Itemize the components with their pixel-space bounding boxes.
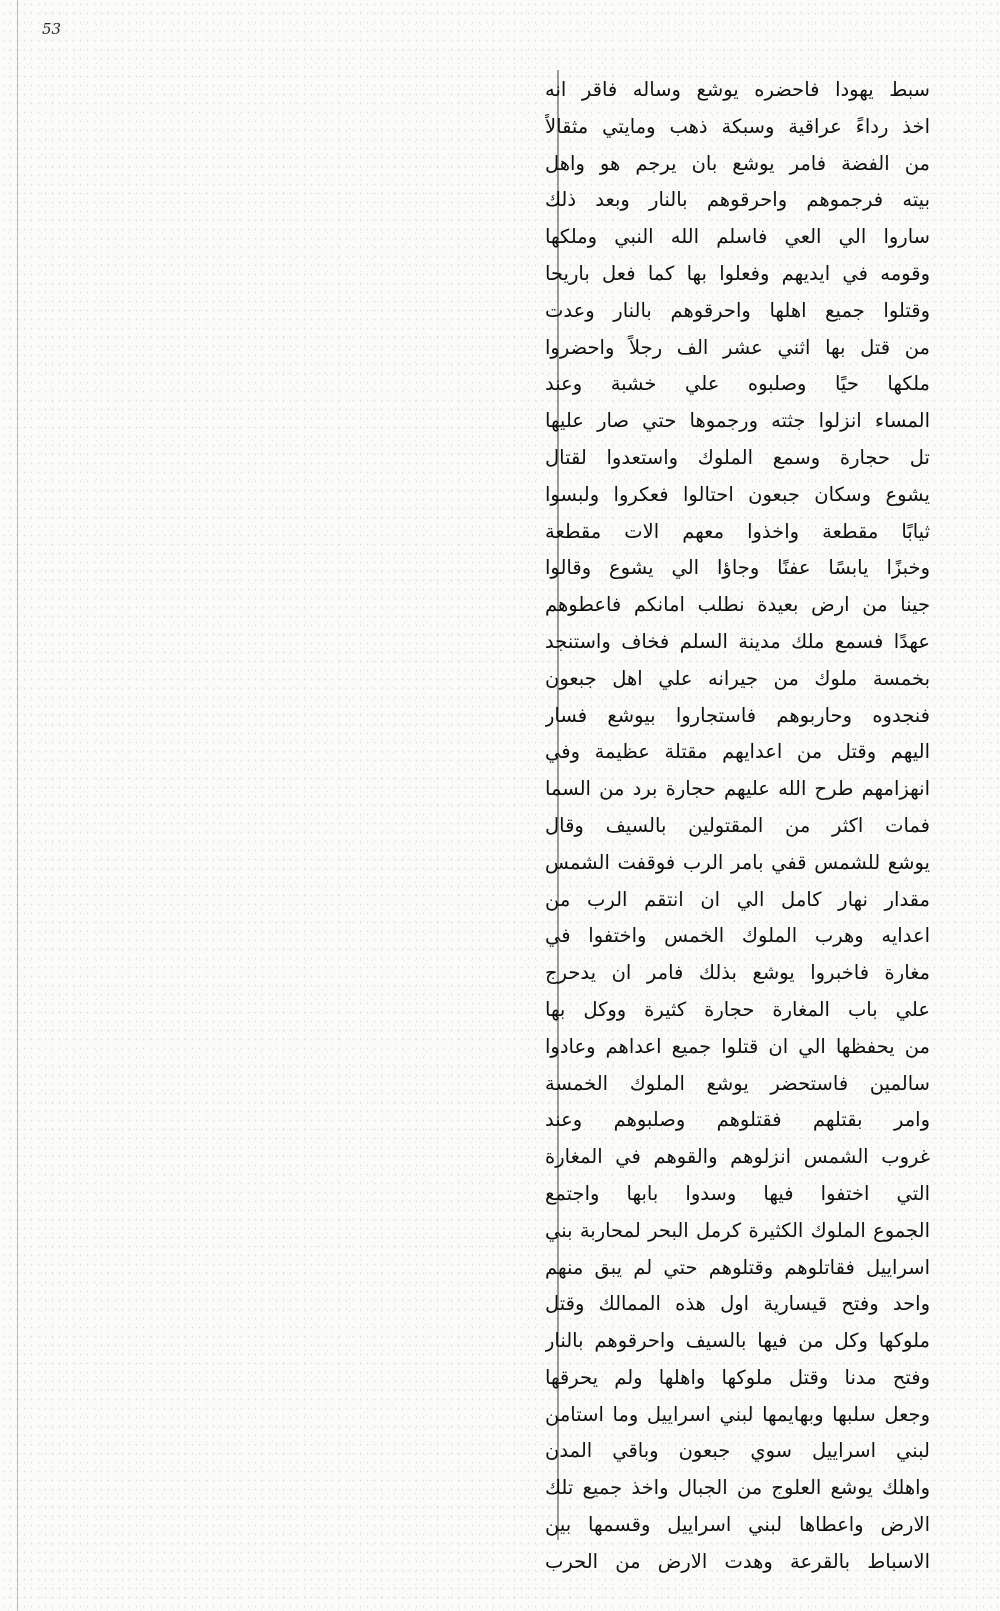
manuscript-line: انهزامهم طرح الله عليهم حجارة برد من السما [545,777,930,801]
manuscript-line: ساروا الي العي فاسلم الله النبي وملكها [545,225,930,249]
manuscript-line: اسراييل فقاتلوهم وقتلوهم حتي لم يبق منهم [545,1255,930,1279]
manuscript-line: اليهم وقتل من اعدايهم مقتلة عظيمة وفي [545,740,930,764]
manuscript-line: غروب الشمس انزلوهم والقوهم في المغارة [545,1145,930,1169]
manuscript-line: سبط يهودا فاحضره يوشع وساله فاقر انه [545,78,930,101]
manuscript-line: واحد وفتح قيسارية اول هذه الممالك وقتل [545,1292,930,1316]
manuscript-line: مغارة فاخبروا يوشع بذلك فامر ان يدحرج [545,961,930,985]
manuscript-line: اخذ رداءً عراقية وسبكة ذهب ومايتي مثقالاً [545,114,930,138]
manuscript-line: بيته فرجموهم واحرقوهم بالنار وبعد ذلك [545,188,930,212]
left-margin-rule [17,0,18,1611]
manuscript-line: مقدار نهار كامل الي ان انتقم الرب من [545,887,930,911]
manuscript-line: الارض واعطاها لبني اسراييل وقسمها بين [545,1513,930,1537]
handwritten-text-block [545,72,930,1573]
manuscript-line: ملوكها وكل من فيها بالسيف واحرقوهم بالنار [545,1329,930,1353]
folio-number: 53 [42,20,62,38]
manuscript-line: الجموع الملوك الكثيرة كرمل البحر لمحاربة بني [545,1218,930,1242]
manuscript-line: واهلك يوشع العلوج من الجبال واخذ جميع تلك [545,1476,930,1500]
manuscript-line: من قتل بها اثني عشر الف رجلاً واحضروا [545,335,930,359]
manuscript-line: يشوع وسكان جبعون احتالوا فعكروا ولبسوا [545,482,930,506]
manuscript-line: التي اختفوا فيها وسدوا بابها واجتمع [545,1181,930,1205]
manuscript-line: وجعل سلبها وبهايمها لبني اسراييل وما استامن [545,1402,930,1426]
manuscript-line: ملكها حيًا وصلبوه علي خشبة وعند [545,372,930,396]
manuscript-line: تل حجارة وسمع الملوك واستعدوا لقتال [545,445,930,469]
manuscript-line: علي باب المغارة حجارة كثيرة ووكل بها [545,997,930,1021]
manuscript-line: فمات اكثر من المقتولين بالسيف وقال [545,813,930,837]
manuscript-line: عهدًا فسمع ملك مدينة السلم فخاف واستنجد [545,629,930,653]
manuscript-line: وخبزًا يابسًا عفنًا وجاؤا الي يشوع وقالوا [545,556,930,580]
manuscript-line: المساء انزلوا جثته ورجموها حتي صار عليها [545,409,930,433]
manuscript-line: يوشع للشمس قفي بامر الرب فوقفت الشمس [545,850,930,874]
manuscript-line: الاسباط بالقرعة وهدت الارض من الحرب [545,1549,930,1573]
manuscript-line: وقومه في ايديهم وفعلوا بها كما فعل باريحا [545,261,930,285]
manuscript-line: لبني اسراييل سوي جبعون وباقي المدن [545,1439,930,1463]
manuscript-line: اعدايه وهرب الملوك الخمس واختفوا في [545,924,930,948]
manuscript-line: بخمسة ملوك من جيرانه علي اهل جبعون [545,666,930,690]
manuscript-line: من الفضة فامر يوشع بان يرجم هو واهل [545,151,930,175]
manuscript-line: ثيابًا مقطعة واخذوا معهم الات مقطعة [545,519,930,543]
manuscript-line: جينا من ارض بعيدة نطلب امانكم فاعطوهم [545,593,930,617]
manuscript-line: وفتح مدنا وقتل ملوكها واهلها ولم يحرقها [545,1365,930,1389]
manuscript-line: وامر بقتلهم فقتلوهم وصلبوهم وعند [545,1108,930,1132]
manuscript-line: وقتلوا جميع اهلها واحرقوهم بالنار وعدت [545,298,930,322]
manuscript-line: من يحفظها الي ان قتلوا جميع اعداهم وعادوا [545,1034,930,1058]
manuscript-line: فنجدوه وحاربوهم فاستجاروا بيوشع فسار [545,703,930,727]
manuscript-line: سالمين فاستحضر يوشع الملوك الخمسة [545,1071,930,1095]
